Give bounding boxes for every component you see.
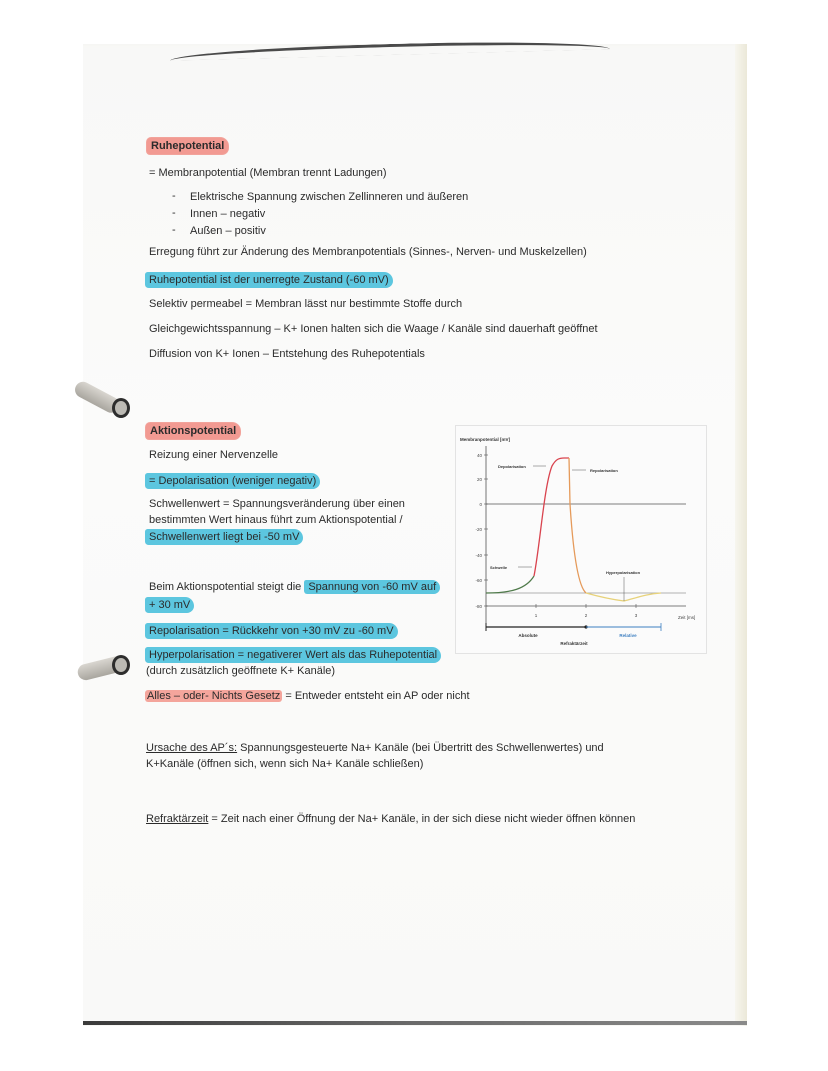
definition-membranpotential: = Membranpotential (Membran trennt Ladungen): [149, 167, 387, 179]
text-line: [145, 689, 470, 703]
x-tick-label: 1: [534, 613, 538, 618]
label-absolute: Absolute: [518, 633, 538, 638]
underlined-term: Ursache des AP´s:: [146, 742, 238, 754]
text-line: [146, 741, 604, 755]
text-line: Selektiv permeabel = Membran lässt nur bestimmte Stoffe durch: [149, 298, 463, 310]
y-tick-label: 0: [479, 502, 482, 507]
text-line: (durch zusätzlich geöffnete K+ Kanäle): [146, 665, 336, 677]
highlighted-line: + 30 mV: [145, 597, 194, 613]
text-line: Diffusion von K+ Ionen – Entstehung des Ruhepotentials: [149, 348, 425, 360]
bullet-item: Elektrische Spannung zwischen Zellinneren und äußeren: [190, 191, 469, 203]
y-tick-label: -20: [475, 527, 482, 532]
bullet-marker: -: [172, 224, 176, 236]
highlighted-phrase: Spannung von -60 mV auf: [304, 580, 440, 594]
annotation-depolarisation: Depolarisation: [498, 464, 526, 469]
label-relative: Relative: [619, 633, 637, 638]
y-tick-label: -80: [475, 604, 482, 609]
highlighted-line: Repolarisation = Rückkehr von +30 mV zu -60 mV: [145, 623, 398, 639]
action-potential-chart: [455, 425, 707, 654]
y-tick-label: 40: [476, 453, 482, 458]
heading-aktionspotential: Aktionspotential: [146, 423, 240, 439]
text-plain: = Zeit nach einer Öffnung der Na+ Kanäle, in der sich diese nicht wieder öffnen können: [208, 813, 636, 825]
chart-svg: [456, 426, 706, 653]
highlighted-line: Ruhepotential ist der unerregte Zustand (-60 mV): [145, 272, 393, 288]
text-line: Reizung einer Nervenzelle: [149, 449, 279, 461]
text-line: K+Kanäle (öffnen sich, wenn sich Na+ Kanäle schließen): [146, 758, 424, 770]
x-tick-label: 3: [634, 613, 638, 618]
x-axis-label: Zeit [ms]: [678, 615, 696, 620]
text-line: [146, 812, 635, 826]
highlighted-line: = Depolarisation (weniger negativ): [145, 473, 320, 489]
highlighted-line: Schwellenwert liegt bei -50 mV: [145, 529, 303, 545]
text-line: Schwellenwert = Spannungsveränderung über einen: [149, 498, 405, 510]
text-line: Gleichgewichtsspannung – K+ Ionen halten sich die Waage / Kanäle sind dauerhaft geöffnet: [149, 323, 598, 335]
annotation-hyperpolarisation: Hyperpolarisation: [606, 570, 641, 575]
annotation-schwelle: Schwelle: [490, 565, 508, 570]
label-refraktaerzeit: Refraktärzeit: [560, 641, 588, 646]
text-line: [149, 580, 440, 594]
bullet-marker: -: [172, 190, 176, 202]
page-bottom-edge: [83, 1021, 747, 1025]
text-line: Erregung führt zur Änderung des Membranpotentials (Sinnes-, Nerven- und Muskelzellen): [149, 246, 587, 258]
annotation-repolarisation: Repolarisation: [590, 468, 618, 473]
text-plain: Beim Aktionspotential steigt die: [149, 581, 305, 593]
curve-subthreshold: [486, 576, 534, 593]
text-plain: = Entweder entsteht ein AP oder nicht: [282, 690, 470, 702]
bullet-item: Außen – positiv: [190, 225, 266, 237]
page-edge-shadow: [735, 44, 747, 1024]
y-tick-label: -60: [475, 578, 482, 583]
highlighted-line: Hyperpolarisation = negativerer Wert als das Ruhepotential: [145, 647, 441, 663]
text-line: bestimmten Wert hinaus führt zum Aktionspotential /: [149, 514, 403, 526]
y-axis-label: Membranpotential [mV]: [460, 437, 511, 442]
highlighted-term: Alles – oder- Nichts Gesetz: [147, 690, 281, 702]
curve-repolarisation: [569, 458, 586, 593]
heading-ruhepotential: Ruhepotential: [147, 138, 228, 154]
x-tick-label: 2: [584, 613, 588, 618]
underlined-term: Refraktärzeit: [146, 813, 209, 825]
bullet-marker: -: [172, 207, 176, 219]
curve-hyperpolarisation: [586, 593, 661, 601]
curve-depolarisation: [534, 458, 569, 576]
text-plain: Spannungsgesteuerte Na+ Kanäle (bei Übertritt des Schwellenwertes) und: [237, 742, 604, 754]
y-tick-label: -40: [475, 553, 482, 558]
bullet-item: Innen – negativ: [190, 208, 266, 220]
y-tick-label: 20: [476, 477, 482, 482]
